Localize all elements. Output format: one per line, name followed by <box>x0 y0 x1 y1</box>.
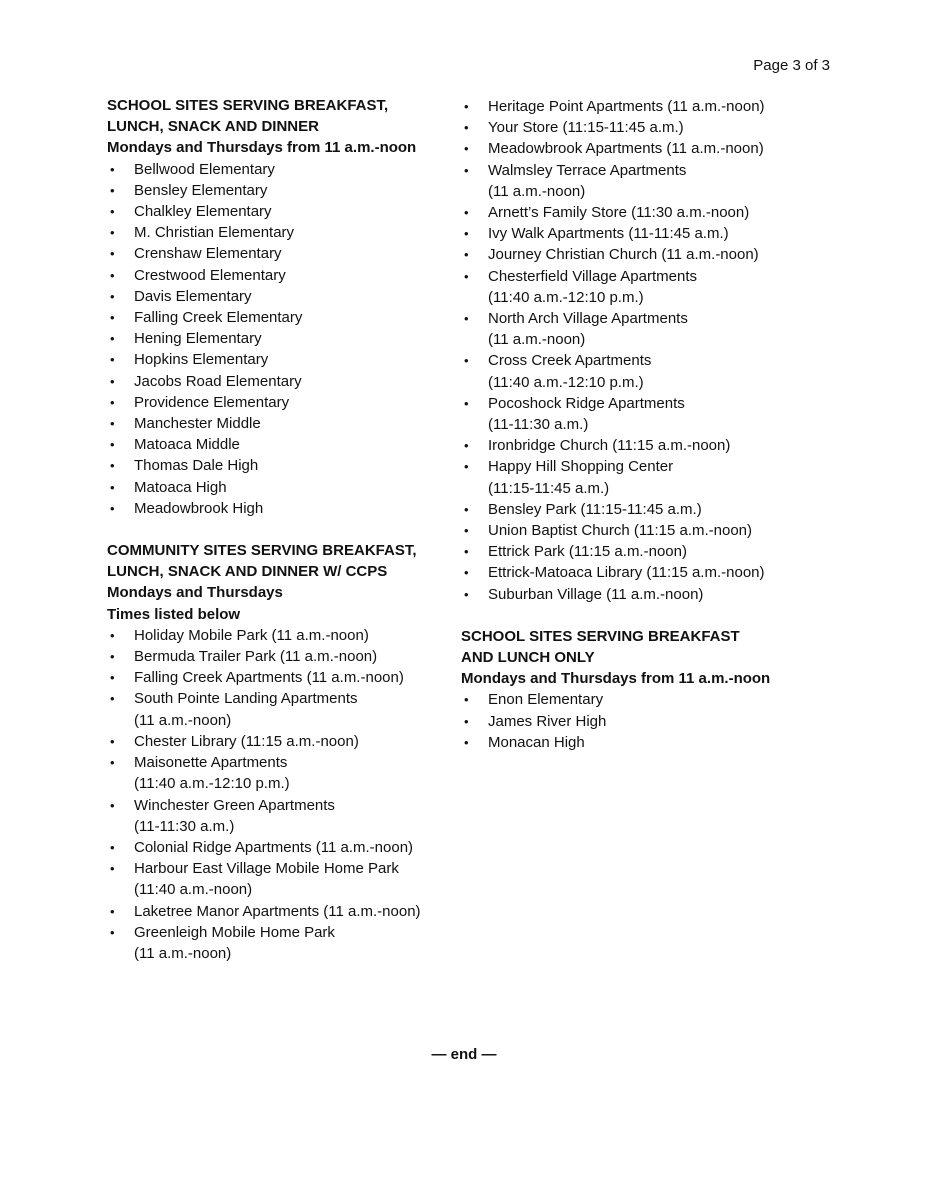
community-section <box>107 540 447 964</box>
list-item: • Providence Elementary <box>107 392 447 413</box>
section-title: COMMUNITY SITES SERVING BREAKFAST, LUNCH, SNACK AND DINNER W/ CCPS <box>107 542 417 581</box>
list-item: • Harbour East Village Mobile Home Park (11:40 a.m.-noon) <box>107 858 447 900</box>
list-item: • Chalkley Elementary <box>107 201 447 222</box>
list-item: • Bensley Park (11:15-11:45 a.m.) <box>461 499 821 520</box>
section-note: Times listed below <box>107 605 241 623</box>
list-item: • Bellwood Elementary <box>107 159 447 180</box>
list-item: • North Arch Village Apartments (11 a.m.-noon) <box>461 308 821 350</box>
list-item: • Your Store (11:15-11:45 a.m.) <box>461 117 821 138</box>
list-item: • Suburban Village (11 a.m.-noon) <box>461 584 821 605</box>
end-marker: — end — <box>431 1046 497 1063</box>
list-item: • Happy Hill Shopping Center (11:15-11:45 a.m.) <box>461 456 821 498</box>
section-title: SCHOOL SITES SERVING BREAKFAST AND LUNCH ONLY <box>461 627 740 667</box>
list-item: • Crestwood Elementary <box>107 265 447 286</box>
list-item: • Union Baptist Church (11:15 a.m.-noon) <box>461 520 821 541</box>
list-item: • Hening Elementary <box>107 328 447 349</box>
list-item: • Journey Christian Church (11 a.m.-noon) <box>461 244 821 265</box>
community-list-left <box>107 625 447 964</box>
school-all-meals-section <box>107 95 447 519</box>
list-item: • Ettrick Park (11:15 a.m.-noon) <box>461 541 821 562</box>
list-item: • Hopkins Elementary <box>107 349 447 370</box>
list-item: • Monacan High <box>461 732 821 753</box>
list-item: • Cross Creek Apartments (11:40 a.m.-12:10 p.m.) <box>461 350 821 392</box>
list-item: • Thomas Dale High <box>107 455 447 476</box>
list-item: • Chesterfield Village Apartments (11:40 a.m.-12:10 p.m.) <box>461 266 821 308</box>
list-item: • Enon Elementary <box>461 689 821 710</box>
list-item: • Matoaca High <box>107 477 447 498</box>
list-item: • Falling Creek Apartments (11 a.m.-noon) <box>107 667 447 688</box>
list-item: • Holiday Mobile Park (11 a.m.-noon) <box>107 625 447 646</box>
list-item: • Pocoshock Ridge Apartments (11-11:30 a.m.) <box>461 393 821 435</box>
school-breakfast-lunch-section <box>461 626 821 753</box>
list-item: • Meadowbrook Apartments (11 a.m.-noon) <box>461 138 821 159</box>
list-item: • Jacobs Road Elementary <box>107 371 447 392</box>
list-item: • Heritage Point Apartments (11 a.m.-noon) <box>461 96 821 117</box>
list-item: • Manchester Middle <box>107 413 447 434</box>
section-title: SCHOOL SITES SERVING BREAKFAST, LUNCH, SNACK AND DINNER <box>107 97 389 136</box>
list-item: • Colonial Ridge Apartments (11 a.m.-noon) <box>107 837 447 858</box>
list-item: • South Pointe Landing Apartments (11 a.m.-noon) <box>107 688 447 730</box>
list-item: • Matoaca Middle <box>107 434 447 455</box>
list-item: • Winchester Green Apartments (11-11:30 a.m.) <box>107 795 447 837</box>
list-item: • Arnett’s Family Store (11:30 a.m.-noon) <box>461 202 821 223</box>
list-item: • Greenleigh Mobile Home Park (11 a.m.-noon) <box>107 922 447 964</box>
list-item: • Falling Creek Elementary <box>107 307 447 328</box>
list-item: • Bensley Elementary <box>107 180 447 201</box>
list-item: • Walmsley Terrace Apartments (11 a.m.-noon) <box>461 160 821 202</box>
list-item: • Ironbridge Church (11:15 a.m.-noon) <box>461 435 821 456</box>
list-item: • Davis Elementary <box>107 286 447 307</box>
list-item: • Ivy Walk Apartments (11-11:45 a.m.) <box>461 223 821 244</box>
school-all-meals-list <box>107 159 447 519</box>
list-item: • Laketree Manor Apartments (11 a.m.-noon) <box>107 901 447 922</box>
school-breakfast-lunch-list <box>461 689 821 753</box>
page-number: Page 3 of 3 <box>753 57 830 74</box>
section-schedule: Mondays and Thursdays from 11 a.m.-noon <box>107 139 417 157</box>
list-item: • Meadowbrook High <box>107 498 447 519</box>
section-schedule: Mondays and Thursdays <box>107 584 283 602</box>
left-column <box>107 95 447 964</box>
list-item: • Crenshaw Elementary <box>107 243 447 264</box>
section-schedule: Mondays and Thursdays from 11 a.m.-noon <box>461 670 771 688</box>
list-item: • Maisonette Apartments (11:40 a.m.-12:10 p.m.) <box>107 752 447 794</box>
list-item: • Chester Library (11:15 a.m.-noon) <box>107 731 447 752</box>
list-item: • James River High <box>461 711 821 732</box>
right-column <box>461 95 821 753</box>
list-item: • Ettrick-Matoaca Library (11:15 a.m.-noon) <box>461 562 821 583</box>
list-item: • Bermuda Trailer Park (11 a.m.-noon) <box>107 646 447 667</box>
list-item: • M. Christian Elementary <box>107 222 447 243</box>
community-list-right <box>461 96 821 605</box>
